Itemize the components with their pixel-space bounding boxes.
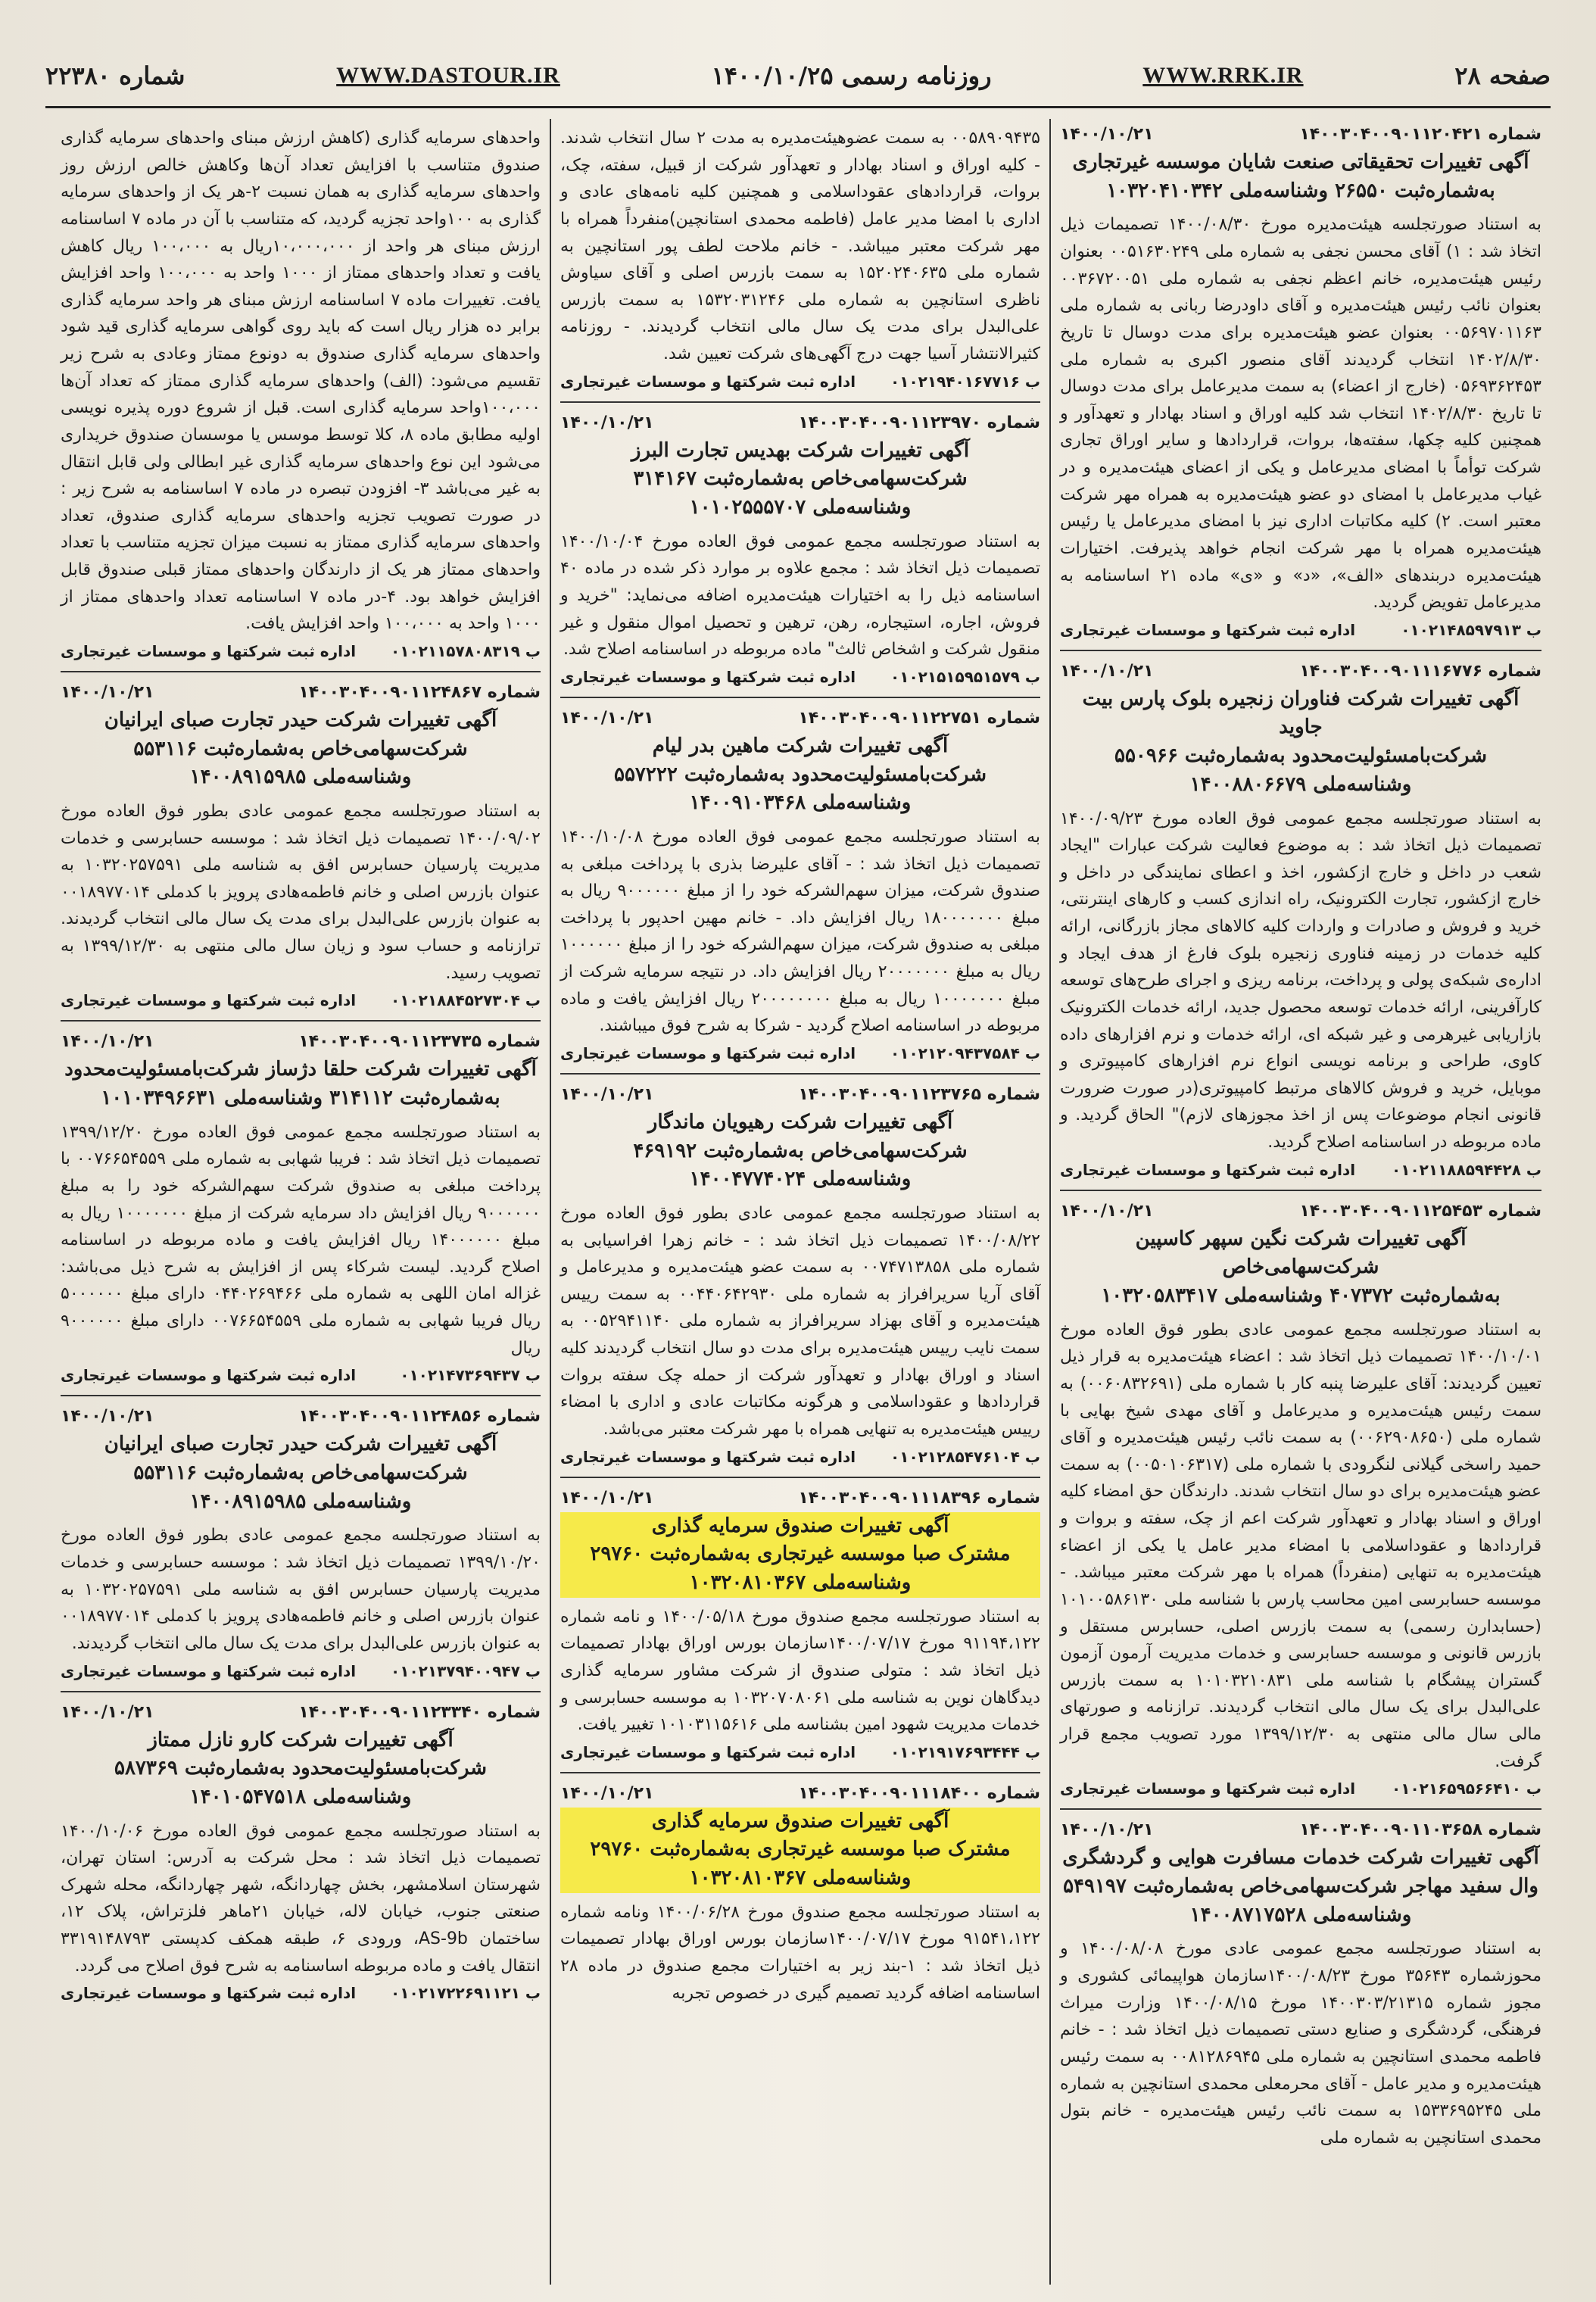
notice-title-line: وشناسه‌ملی ۱۰۳۲۰۸۱۰۳۶۷ [560,1864,1040,1893]
notice-block [1060,656,1541,1191]
notice-title-line: وشناسه‌ملی ۱۴۰۰۹۱۰۳۴۶۸ [689,791,912,815]
notice-title-line: شرکت‌سهامی‌خاص به‌شماره‌ثبت ۳۱۴۱۶۷ [633,467,968,491]
notice-title-line: وشناسه‌ملی ۱۴۰۰۸۹۱۵۹۸۵ [189,766,412,789]
issue-number: شماره ۲۲۳۸۰ [45,61,185,90]
notice-title-line: آگهی تغییرات شرکت ماهین بدر لیام [652,734,949,757]
notice-code: ب ۰۱۰۲۱۲۸۵۴۷۶۱۰۴ [890,1447,1040,1466]
notice-block [560,1079,1040,1478]
notice-body: ۰۰۵۸۹۰۹۴۳۵ به سمت عضوهیئت‌مدیره به مدت ۲ سال انتخاب شدند. - کلیه اوراق و اسناد بهادار و تعهدآور شرکت از قبیل، سفته، چک، بروات، قراردادهای عقوداسلامی و همچنین کلیه نامه‌های عادی و اداری با امضا مدیر عامل (فاطمه محمدی استانچین)منفرداً همراه با مهر شرکت معتبر میباشد. - خانم ملاحت لطف پور استانچین به شماره ملی ۱۵۲۰۲۴۰۶۳۵ به سمت بازرس اصلی و آقای سیاوش ناظری استانچین به شماره ملی ۱۵۳۲۰۳۱۲۴۶ به سمت بازرس علی‌البدل برای مدت یک سال مالی انتخاب گردیدند. - روزنامه کثیرالانتشار آسیا جهت درج آگهی‌های شرکت تعیین شد. [560,129,1040,363]
page-header [45,53,1551,108]
registry-office: اداره ثبت شرکتها و موسسات غیرتجاری [560,372,856,391]
notice-title-line: شرکت‌بامسئولیت‌محدود به‌شماره‌ثبت ۵۸۷۳۶۹ [114,1757,487,1780]
notice-title [560,437,1040,522]
notice-date: ۱۴۰۰/۱۰/۲۱ [61,1032,154,1052]
notice-title [61,1727,541,1812]
notice-date: ۱۴۰۰/۱۰/۲۱ [61,682,154,702]
site-link-dastour: WWW.DASTOUR.IR [336,63,560,88]
registry-office: اداره ثبت شرکتها و موسسات غیرتجاری [61,641,357,660]
notice-number: شماره ۱۴۰۰۳۰۴۰۰۹۰۱۱۲۳۷۳۵ [298,1032,541,1052]
notice-code: ب ۰۱۰۲۱۴۸۵۹۷۹۱۳ [1401,620,1541,639]
notice-number: شماره ۱۴۰۰۳۰۴۰۰۹۰۱۱۲۴۸۵۶ [298,1407,541,1427]
notice-header [560,709,1040,728]
site-link-rrk: WWW.RRK.IR [1142,63,1304,88]
notice-title [560,1808,1040,1893]
notice-block [560,1778,1040,2018]
notice-code: ب ۰۱۰۲۱۳۷۹۴۰۰۹۴۷ [391,1661,541,1680]
notice-footer [1060,1780,1541,1798]
notice-header [61,1032,541,1051]
notice-footer [61,1662,541,1680]
column-2 [551,119,1051,2285]
notice-number: شماره ۱۴۰۰۳۰۴۰۰۹۰۱۱۰۳۶۵۸ [1299,1820,1541,1840]
notice-code: ب ۰۱۰۲۱۹۱۷۶۹۳۴۴۴ [890,1742,1040,1761]
notice-header [61,1703,541,1722]
notice-body: به استناد صورتجلسه مجمع عمومی فوق العاده مورخ ۱۴۰۰/۱۰/۰۴ تصمیمات ذیل اتخاذ شد : مجمع علاوه بر موارد ذکر شده در ماده ۴۰ اساسنامه ذیل را به اختیارات هیئت‌مدیره اضافه می‌نماید: "خرید و فروش، اجاره، استیجاره، رهن، ترهین و تحصیل اموال منقول و غیر منقول شرکت و اشخاص ثالث" ماده مربوطه در اساسنامه اصلاح شد. [560,532,1040,660]
notice-number: شماره ۱۴۰۰۳۰۴۰۰۹۰۱۱۲۴۸۶۷ [298,682,541,702]
notice-footer [560,1044,1040,1062]
notice-header [1060,125,1541,144]
notice-header [560,1784,1040,1803]
notice-body: به استناد صورتجلسه مجمع عمومی عادی بطور فوق العاده مورخ ۱۴۰۰/۱۰/۰۱ تصمیمات ذیل اتخاذ شد : اعضاء هیئت‌مدیره به قرار ذیل تعیین گردیدند: آقای علیرضا پنبه کار با شماره ملی (۰۰۶۰۸۳۲۶۹۱) به سمت رئیس هیئت‌مدیره و مدیرعامل و آقای مهدی شیخ بهایی با شماره ملی (۰۰۶۲۹۰۸۶۵۰) به سمت نائب رئیس هیئت‌مدیره و آقای حمید راسخی گیلانی لنگرودی با شماره ملی (۰۰۵۰۱۰۶۳۱۷) به سمت عضو هیئت‌مدیره برای دو سال انتخاب شدند. دارندگان حق امضاء کلیه اوراق و اسناد بهادار و تعهدآور شرکت اعم از چک، سفته و بروات و قراردادها و عقوداسلامی با امضاء مدیر عامل یا یکی از اعضاء هیئت‌مدیره به تنهایی (منفرداً) همراه با مهر شرکت معتبر میباشد. - موسسه حسابرسی امین محاسب پارس با شناسه ملی ۱۰۱۰۰۵۸۶۱۳۰ (حسابدارن رسمی) به سمت بازرس اصلی، حسابرس مستقل و بازرس قانونی و موسسه حسابرسی و خدمات مدیریت آرمون آزمون گستران پیشگام با شناسه ملی ۱۰۱۰۳۲۱۰۸۳۱ به سمت بازرس علی‌البدل برای یک سال مالی انتخاب گردیدند. ترازنامه و صورتهای مالی سال مالی منتهی به ۱۳۹۹/۱۲/۳۰ مورد تصویب مجمع قرار گرفت. [1060,1320,1541,1771]
notice-title [1060,1225,1541,1311]
notice-body: به استناد صورتجلسه مجمع عمومی فوق العاده مورخ ۱۳۹۹/۱۲/۲۰ تصمیمات ذیل اتخاذ شد : فریبا شهابی به شماره ملی ۰۰۷۶۶۵۴۵۵۹ با پرداخت مبلغی به صندوق شرکت سهم‌الشرکه خود را به مبلغ ۹۰۰۰۰۰۰ ریال افزایش داد سرمایه شرکت از مبلغ ۱۰۰۰۰۰۰۰ ریال به مبلغ ۱۴۰۰۰۰۰۰ ریال افزایش یافت و ماده مربوطه در اساسنامه اصلاح گردید. لیست شرکاء پس از افزایش به شرح ذیل می‌باشد: غزاله امان اللهی به شماره ملی ۰۴۴۰۲۶۹۴۶۶ دارای مبلغ ۵۰۰۰۰۰۰ ریال فریبا شهابی به شماره ملی ۰۰۷۶۶۵۴۵۵۹ دارای مبلغ ۹۰۰۰۰۰۰ ریال [61,1122,541,1358]
notice-title-line: آگهی تغییرات شرکت نگین سپهر کاسپین شرکت‌سهامی‌خاص [1135,1227,1467,1279]
notice-title-line: مشترک صبا موسسه غیرتجاری به‌شماره‌ثبت ۲۹۷۶۰ [560,1540,1040,1569]
notice-block [1060,1814,1541,2162]
notice-title-line: مشترک صبا موسسه غیرتجاری به‌شماره‌ثبت ۲۹۷۶۰ [560,1836,1040,1864]
notice-block [560,119,1040,403]
notice-title [1060,685,1541,800]
notice-date: ۱۴۰۰/۱۰/۲۱ [560,1783,654,1803]
notice-date: ۱۴۰۰/۱۰/۲۱ [1060,661,1154,681]
notice-block [560,1483,1040,1773]
notice-body: به استناد صورتجلسه مجمع صندوق مورخ ۱۴۰۰/۰۵/۱۸ و نامه شماره ۹۱۱۹۴،۱۲۲ مورخ ۱۴۰۰/۰۷/۱۷سازمان بورس اوراق بهادار تصمیمات ذیل اتخاذ شد : متولی صندوق از شرکت مشاور سرمایه گذاری دیدگاهان نوین به شناسه ملی ۱۰۳۲۰۷۰۸۰۶۱ به موسسه حسابرسی و خدمات مدیریت شهود امین بشناسه ملی ۱۰۱۰۳۱۱۵۶۱۶ تغییر یافت. [560,1607,1041,1735]
notice-body: به استناد صورتجلسه مجمع عمومی فوق العاده مورخ ۱۴۰۰/۱۰/۰۶ تصمیمات ذیل اتخاذ شد : محل شرکت به آدرس: استان تهران، شهرستان اسلامشهر، بخش چهاردانگه، شهر چهاردانگه، محله شهرک صنعتی جنوب، خیابان لاله، خیابان ۲۱ماهر فلزتراش، پلاک ۱۲، ساختمان AS-9b، ورودی ۶، طبقه همکف کدپستی ۳۳۱۹۱۴۸۷۹۳ انتقال یافت و ماده مربوطه اساسنامه به شرح فوق اصلاح می گردد. [61,1821,541,1976]
notice-title-line: آگهی تغییرات شرکت حیدر تجارت صبای ایرانیان [104,1433,497,1456]
columns-container [45,119,1551,2285]
notice-footer [61,991,541,1009]
notice-code: ب ۰۱۰۲۱۱۸۸۵۹۴۴۲۸ [1392,1160,1541,1179]
notice-title-line: آگهی تغییرات شرکت حیدر تجارت صبای ایرانیان [104,708,497,731]
notice-date: ۱۴۰۰/۱۰/۲۱ [560,413,654,432]
notice-block [1060,1196,1541,1811]
registry-office: اداره ثبت شرکتها و موسسات غیرتجاری [1060,1160,1356,1179]
notice-title-line: آگهی تغییرات تحقیقاتی صنعت شایان موسسه غیرتجاری [1072,151,1529,173]
registry-office: اداره ثبت شرکتها و موسسات غیرتجاری [61,1661,357,1680]
notice-number: شماره ۱۴۰۰۳۰۴۰۰۹۰۱۱۲۳۹۷۰ [798,413,1040,432]
notice-header [560,1085,1040,1104]
notice-date: ۱۴۰۰/۱۰/۲۱ [1060,1201,1154,1221]
notice-header [560,413,1040,432]
notice-code: ب ۰۱۰۲۱۲۰۹۴۳۷۵۸۴ [890,1043,1040,1062]
notice-footer [61,1984,541,2002]
notice-body: به استناد صورتجلسه مجمع عمومی عادی بطور فوق العاده مورخ ۱۴۰۰/۰۸/۲۲ تصمیمات ذیل اتخاذ شد : - خانم زهرا افراسیابی به شماره ملی ۰۰۷۴۷۱۳۸۵۸ به سمت عضو هیئت‌مدیره و مدیرعامل و آقای آریا سریرافراز به شماره ملی ۰۰۴۴۰۶۴۲۹۳۰ به سمت رییس هیئت‌مدیره و آقای بهزاد سریرافراز به شماره ملی ۰۰۵۲۹۴۱۱۴۰ به سمت نایب رییس هیئت‌مدیره برای مدت دو سال انتخاب گردیدند کلیه اسناد و اوراق بهادار و تعهدآور شرکت از حمله چک سفته بروات قراردادها و عقوداسلامی و هرگونه مکاتبات عادی و اداری با امضاء رییس هیئت‌مدیره به تنهایی همراه با مهر شرکت معتبر می‌باشد. [560,1203,1041,1439]
notice-title [560,1109,1040,1194]
notice-title-line: آگهی تغییرات شرکت حلقا دژساز شرکت‌بامسئولیت‌محدود [64,1058,537,1081]
notice-block [61,1026,541,1396]
notice-date: ۱۴۰۰/۱۰/۲۱ [560,708,654,728]
notice-title-line: آگهی تغییرات شرکت خدمات مسافرت هوایی و گردشگری [1062,1846,1539,1870]
notice-title-line: وال سفید مهاجر شرکت‌سهامی‌خاص به‌شماره‌ثبت ۵۴۹۱۹۷ [1063,1875,1538,1898]
notice-number: شماره ۱۴۰۰۳۰۴۰۰۹۰۱۱۱۸۳۹۶ [798,1488,1040,1508]
notice-block [61,1697,541,2013]
column-1 [1051,119,1551,2285]
notice-date: ۱۴۰۰/۱۰/۲۱ [1060,125,1154,144]
notice-number: شماره ۱۴۰۰۳۰۴۰۰۹۰۱۱۲۰۴۲۱ [1299,125,1541,144]
notice-code: ب ۰۱۰۲۱۶۵۹۵۶۶۴۱۰ [1392,1780,1541,1798]
notice-code: ب ۰۱۰۲۱۵۱۵۹۵۱۵۷۹ [890,667,1040,686]
notice-block [560,703,1040,1075]
notice-footer [560,373,1040,391]
notice-body: به استناد صورتجلسه مجمع عمومی عادی مورخ ۱۴۰۰/۰۸/۰۸ و محوزشماره ۳۵۶۴۳ مورخ ۱۴۰۰/۰۸/۲۳سازمان هواپیمائی کشوری و مجوز شماره ۱۴۰۰۳۰۳/۲۱۳۱۵ مورخ ۱۴۰۰/۰۸/۱۵ وزارت میراث فرهنگی، گردشگری و صنایع دستی تصمیمات ذیل اتخاذ شد : - خانم فاطمه محمدی استانچین به شماره ملی ۰۰۸۱۲۸۶۹۴۵ به سمت رئیس هیئت‌مدیره و مدیر عامل - آقای محرمعلی محمدی استانچین به شماره ملی ۱۵۳۳۶۹۵۲۴۵ به سمت نائب رئیس هیئت‌مدیره - خانم بتول محمدی استانچین به شماره ملی [1060,1939,1541,2148]
notice-body: به استناد صورتجلسه مجمع عمومی فوق العاده مورخ ۱۴۰۰/۰۹/۲۳ تصمیمات ذیل اتخاذ شد : به موضوع فعالیت شرکت عبارات "ایجاد شعب در داخل و خارج ازکشور، اخذ و اعطای نمایندگی در داخل و خارج ازکشور، تجارت الکترونیک، راه اندازی کسب و کارهای اینترنتی، خرید و فروش و صادرات و واردات کلیه کالاهای مجاز بازرگانی، ارائه کلیه خدمات در زمینه فناوری زنجیره بلوک فارغ از هدف ایجاد و اداره‌ی شبکه‌ی پولی و پرداخت، برنامه ریزی و اجرای طرح‌های توسعه کارآفرینی، ارائه خدمات توسعه محصول جدید، ارائه خدمات الکترونیک بازاریابی غیرهرمی و غیر شبکه ای، ارائه خدمات و نرم افزارهای داده کاوی، طراحی و برنامه نویسی انواع نرم افزارهای کامپیوتری و موبایل، خرید و فروش کالاهای مرتبط کامپیوتری(در صورت ضرورت قانونی انجام موضوعات پس از اخذ مجوزهای لازم)" الحاق گردید. و ماده مربوطه در اساسنامه اصلاح گردید. [1060,809,1541,1152]
notice-title-line: شرکت‌بامسئولیت‌محدود به‌شماره‌ثبت ۵۵۷۲۲۲ [614,763,987,786]
notice-title-line: آگهی تغییرات شرکت رهیویان ماندگار [647,1110,953,1134]
registry-office: اداره ثبت شرکتها و موسسات غیرتجاری [61,991,357,1010]
notice-date: ۱۴۰۰/۱۰/۲۱ [61,1702,154,1722]
notice-footer [560,1448,1040,1466]
notice-block [61,677,541,1022]
notice-header [61,1407,541,1426]
notice-number: شماره ۱۴۰۰۳۰۴۰۰۹۰۱۱۲۳۳۴۰ [298,1702,541,1722]
notice-title-line: آگهی تغییرات صندوق سرمایه گذاری [560,1808,1040,1836]
notice-footer [560,1743,1040,1761]
registry-office: اداره ثبت شرکتها و موسسات غیرتجاری [61,1366,357,1385]
notice-title-line: شرکت‌بامسئولیت‌محدود به‌شماره‌ثبت ۵۵۰۹۶۶ [1114,744,1487,768]
registry-office: اداره ثبت شرکتها و موسسات غیرتجاری [560,667,856,686]
notice-number: شماره ۱۴۰۰۳۰۴۰۰۹۰۱۱۲۳۷۶۵ [798,1084,1040,1104]
notice-title-line: وشناسه‌ملی ۱۴۰۰۴۷۷۴۰۲۴ [689,1168,912,1191]
registry-office: اداره ثبت شرکتها و موسسات غیرتجاری [560,1742,856,1761]
notice-code: ب ۰۱۰۲۱۴۷۳۶۹۴۳۷ [400,1366,541,1385]
notice-header [1060,662,1541,681]
notice-title-line: شرکت‌سهامی‌خاص به‌شماره‌ثبت ۴۶۹۱۹۲ [633,1139,968,1162]
notice-number: شماره ۱۴۰۰۳۰۴۰۰۹۰۱۱۱۸۴۰۰ [798,1783,1040,1803]
registry-office: اداره ثبت شرکتها و موسسات غیرتجاری [560,1447,856,1466]
notice-block [560,407,1040,698]
notice-title-line: آگهی تغییرات شرکت فناوران زنجیره بلوک پارس بیت جاوید [1082,687,1520,739]
notice-title [61,707,541,792]
notice-title-line: آگهی تغییرات شرکت کارو نازل ممتاز [148,1728,454,1751]
notice-title-line: به‌شماره‌ثبت ۴۰۷۳۷۲ وشناسه‌ملی ۱۰۳۲۰۵۸۳۴۱۷ [1101,1284,1501,1307]
notice-title [560,732,1040,818]
column-3 [51,119,551,2285]
paper-date: روزنامه رسمی ۱۴۰۰/۱۰/۲۵ [711,61,992,90]
notice-title-line: وشناسه‌ملی ۱۰۳۲۰۸۱۰۳۶۷ [560,1569,1040,1598]
notice-title-line: وشناسه‌ملی ۱۰۱۰۲۵۵۵۷۰۷ [689,496,912,519]
notice-body: به استناد صورتجلسه مجمع عمومی عادی بطور فوق العاده مورخ ۱۴۰۰/۰۹/۰۲ تصمیمات ذیل اتخاذ شد : موسسه حسابرسی و خدمات مدیریت پارسیان حسابرس افق به شناسه ملی ۱۰۳۲۰۲۵۷۵۹۱ به عنوان بازرس اصلی و خانم فاطمه‌هادی پرویز با کدملی ۰۰۱۸۹۷۷۰۱۴ به عنوان بازرس علی‌البدل برای مدت یک سال مالی انتخاب گردیدند. ترازنامه و حساب سود و زیان سال مالی منتهی به ۱۳۹۹/۱۲/۳۰ به تصویب رسید. [61,801,541,983]
notice-date: ۱۴۰۰/۱۰/۲۱ [61,1407,154,1427]
notice-title [61,1056,541,1112]
notice-footer [61,1366,541,1384]
page-number: صفحه ۲۸ [1454,61,1551,90]
notice-number: شماره ۱۴۰۰۳۰۴۰۰۹۰۱۱۲۵۴۵۳ [1299,1201,1541,1221]
notice-header [61,683,541,702]
registry-office: اداره ثبت شرکتها و موسسات غیرتجاری [61,1984,357,2003]
notice-title-line: آگهی تغییرات صندوق سرمایه گذاری [560,1512,1040,1541]
registry-office: اداره ثبت شرکتها و موسسات غیرتجاری [1060,620,1356,639]
notice-body: به استناد صورتجلسه هیئت‌مدیره مورخ ۱۴۰۰/۰۸/۳۰ تصمیمات ذیل اتخاذ شد : ۱) آقای محسن نجفی به شماره ملی ۰۰۵۱۶۳۰۲۴۹ بعنوان رئیس هیئت‌مدیره، خانم اعظم نجفی به شماره ملی ۰۰۳۶۷۲۰۰۵۱ بعنوان نائب رئیس هیئت‌مدیره و آقای داودرضا ربانی به شماره ملی ۰۰۵۶۹۷۰۱۱۶۳ بعنوان عضو هیئت‌مدیره برای مدت دوسال تا تاریخ ۱۴۰۲/۸/۳۰ انتخاب گردیدند آقای منصور اکبری به شماره ملی ۰۵۶۹۳۶۲۴۵۳ (خارج از اعضاء) به سمت مدیرعامل برای مدت دوسال تا تاریخ ۱۴۰۲/۸/۳۰ انتخاب شد کلیه اوراق و اسناد بهادار و تعهدآور و همچنین کلیه چکها، سفته‌ها، بروات، قراردادها و سایر اوراق تجاری شرکت توأماً با امضای مدیرعامل و یکی از اعضای هیئت‌مدیره و در غیاب مدیرعامل با امضای دو عضو هیئت‌مدیره به همراه مهر شرکت معتبر است. ۲) کلیه مکاتبات اداری نیز با امضای مدیرعامل یا رئیس هیئت‌مدیره همراه با مهر شرکت انجام خواهد پذیرفت. اختیارات هیئت‌مدیره دربندهای «الف»، «د» و «ی» ماده ۲۱ اساسنامه به مدیرعامل تفویض گردید. [1060,215,1542,613]
notice-block [61,119,541,672]
notice-title-line: وشناسه‌ملی ۱۴۰۱۰۵۴۷۵۱۸ [189,1785,412,1808]
notice-number: شماره ۱۴۰۰۳۰۴۰۰۹۰۱۱۲۲۷۵۱ [798,708,1040,728]
notice-header [1060,1820,1541,1839]
notice-title-line: وشناسه‌ملی ۱۴۰۰۸۹۱۵۹۸۵ [189,1489,412,1513]
registry-office: اداره ثبت شرکتها و موسسات غیرتجاری [560,1043,856,1062]
notice-code: ب ۰۱۰۲۱۹۴۰۱۶۷۷۱۶ [890,372,1040,391]
notice-header [1060,1202,1541,1221]
notice-date: ۱۴۰۰/۱۰/۲۱ [560,1084,654,1104]
notice-title [560,1512,1040,1598]
notice-body: واحدهای سرمایه گذاری (کاهش ارزش مبنای واحدهای سرمایه گذاری صندوق متناسب با افزایش تعداد آن‌ها وکاهش خالص ارزش روز واحدهای سرمایه گذاری به همان نسبت ۲-هر یک از واحدهای سرمایه گذاری به ۱۰۰واحد تجزیه گردید، که متناسب با آن در ماده ۷ اساسنامه ارزش مبنای هر واحد از ۱۰،۰۰۰،۰۰۰ریال به ۱۰۰،۰۰۰ ریال کاهش یافت و تعداد واحدهای ممتاز از ۱۰۰۰ واحد به ۱۰۰،۰۰۰ واحد افزایش یافت. تغییرات ماده ۷ اساسنامه ارزش مبنای هر واحد سرمایه گذاری برابر ده هزار ریال است که باید روی گواهی سرمایه گذاری قید شود واحدهای سرمایه گذاری صندوق به دونوع ممتاز وعادی به شرح زیر تقسیم می‌شود: (الف) واحدهای سرمایه گذاری ممتاز که تعداد آن‌ها ۱۰۰،۰۰۰واحد سرمایه گذاری است. قبل از شروع دوره پذیره نویسی اولیه مطابق ماده ۸، کلا توسط موسس یا موسسان صندوق خریداری می‌شود این نوع واحدهای سرمایه گذاری غیر ابطالی ولی قابل انتقال به غیر می‌باشد ۳- افزودن تبصره در ماده ۷ اساسنامه به شرح زیر : در صورت تصویب تجزیه واحدهای سرمایه گذاری صندوق، تعداد واحدهای سرمایه گذاری ممتاز به نسبت میزان تجزیه متناسب با تعداد واحدهای ممتاز هر یک از دارندگان واحدهای ممتاز قبلی صندوق قابل افزایش خواهد بود. ۴-در ماده ۷ اساسنامه تعداد واحدهای ممتاز از ۱۰۰۰ واحد به ۱۰۰،۰۰۰ واحد افزایش یافت. [61,129,541,634]
notice-body: به استناد صورتجلسه مجمع صندوق مورخ ۱۴۰۰/۰۶/۲۸ ونامه شماره ۹۱۵۴۱،۱۲۲ مورخ ۱۴۰۰/۰۷/۱۷سازمان بورس اوراق بهادار تصمیمات ذیل اتخاذ شد : ۱-بند زیر به اختیارات مجمع صندوق در ماده ۲۸ اساسنامه اضافه گردید تصمیم گیری در خصوص تجربه [560,1902,1041,2003]
notice-title-line: به‌شماره‌ثبت ۲۶۵۵۰ وشناسه‌ملی ۱۰۳۲۰۴۱۰۳۴۲ [1106,179,1495,202]
notice-footer [1060,1161,1541,1179]
notice-title-line: وشناسه‌ملی ۱۴۰۰۸۷۱۷۵۲۸ [1189,1903,1412,1926]
notice-header [560,1489,1040,1508]
notice-date: ۱۴۰۰/۱۰/۲۱ [1060,1820,1154,1840]
registry-office: اداره ثبت شرکتها و موسسات غیرتجاری [1060,1780,1356,1798]
notice-body: به استناد صورتجلسه مجمع عمومی فوق العاده مورخ ۱۴۰۰/۱۰/۰۸ تصمیمات ذیل اتخاذ شد : - آقای علیرضا بذری با پرداخت مبلغی به صندوق شرکت، میزان سهم‌الشرکه خود را از مبلغ ۹۰۰۰۰۰۰ ریال به مبلغ ۱۸۰۰۰۰۰۰۰ ریال افزایش داد. - خانم مهین احدپور با پرداخت مبلغی به صندوق شرکت، میزان سهم‌الشرکه خود را از مبلغ ۱۰۰۰۰۰۰ ریال به مبلغ ۲۰۰۰۰۰۰۰ ریال افزایش داد. در نتیجه سرمایه شرکت از مبلغ ۱۰۰۰۰۰۰۰ ریال به مبلغ ۲۰۰۰۰۰۰۰۰ ریال افزایش یافت و ماده مربوطه در اساسنامه اصلاح گردید - شرکا به شرح فوق میباشند. [560,827,1041,1036]
notice-block [61,1401,541,1692]
notice-block [1060,119,1541,651]
notice-title-line: به‌شماره‌ثبت ۳۱۴۱۱۲ وشناسه‌ملی ۱۰۱۰۳۴۹۶۶۳۱ [101,1087,500,1109]
notice-code: ب ۰۱۰۲۱۱۵۷۸۰۸۳۱۹ [391,641,541,660]
notice-footer [1060,621,1541,639]
notice-code: ب ۰۱۰۲۱۸۸۴۵۲۷۳۰۴ [391,991,541,1010]
notice-title [1060,1844,1541,1929]
notice-title-line: وشناسه‌ملی ۱۴۰۰۸۸۰۶۶۷۹ [1189,772,1412,796]
notice-date: ۱۴۰۰/۱۰/۲۱ [560,1488,654,1508]
notice-code: ب ۰۱۰۲۱۷۲۲۶۹۱۱۲۱ [391,1984,541,2003]
notice-number: شماره ۱۴۰۰۳۰۴۰۰۹۰۱۱۱۶۷۷۶ [1299,661,1541,681]
notice-title-line: شرکت‌سهامی‌خاص به‌شماره‌ثبت ۵۵۳۱۱۶ [133,737,468,760]
notice-title [61,1430,541,1516]
notice-title-line: شرکت‌سهامی‌خاص به‌شماره‌ثبت ۵۵۳۱۱۶ [133,1461,468,1484]
notice-body: به استناد صورتجلسه مجمع عمومی عادی بطور فوق العاده مورخ ۱۳۹۹/۱۰/۲۰ تصمیمات ذیل اتخاذ شد : موسسه حسابرسی و خدمات مدیریت پارسیان حسابرس افق به شناسه ملی ۱۰۳۲۰۲۵۷۵۹۱ به عنوان بازرس اصلی و خانم فاطمه‌هادی پرویز با کدملی ۰۰۱۸۹۷۷۰۱۴ به عنوان بازرس علی‌البدل برای مدت یک سال مالی انتخاب گردیدند. [61,1526,541,1653]
notice-footer [61,642,541,660]
notice-title-line: آگهی تغییرات شرکت بهدیس تجارت البرز [631,438,970,462]
notice-title [1060,148,1541,205]
notice-footer [560,668,1040,686]
